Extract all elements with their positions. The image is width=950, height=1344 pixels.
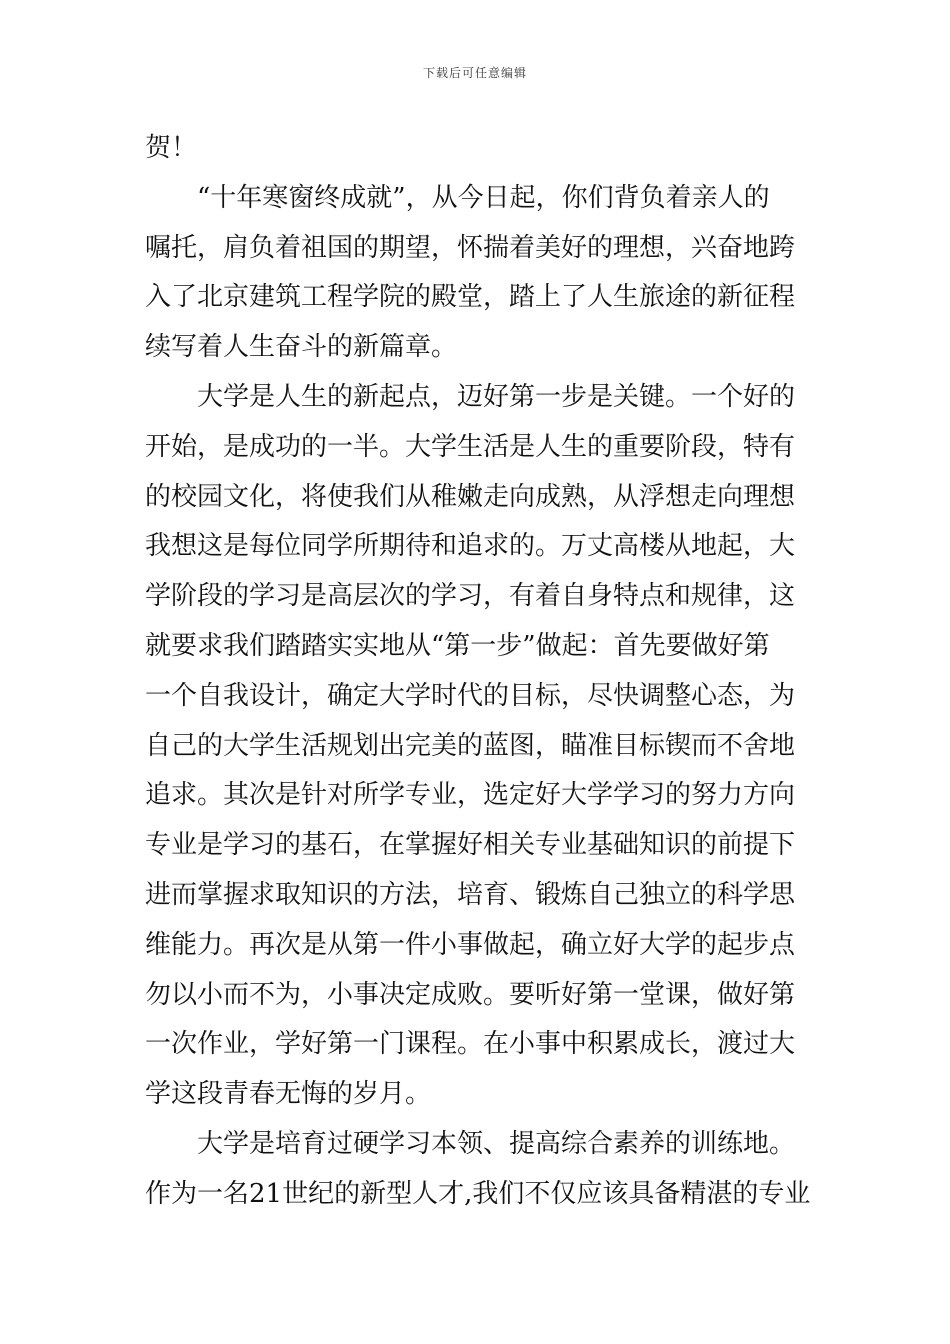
text-line: 入了北京建筑工程学院的殿堂，踏上了人生旅途的新征程	[145, 282, 796, 313]
text-line: 专业是学习的基石，在掌握好相关专业基础知识的前提下	[145, 830, 796, 861]
text-line: 学阶段的学习是高层次的学习，有着自身特点和规律，这	[145, 581, 796, 612]
document-body	[145, 124, 810, 1220]
text-line: 我想这是每位同学所期待和追求的。万丈高楼从地起，大	[145, 531, 796, 562]
paragraph-start-line: 大学是培育过硬学习本领、提高综合素养的训练地。	[197, 1128, 796, 1159]
paragraph-start-line: 大学是人生的新起点，迈好第一步是关键。一个好的	[197, 381, 796, 412]
text-line: 勿以小而不为，小事决定成败。要听好第一堂课，做好第	[145, 979, 796, 1010]
text-line: 一个自我设计，确定大学时代的目标，尽快调整心态，为	[145, 680, 796, 711]
text-line: 开始，是成功的一半。大学生活是人生的重要阶段，特有	[145, 431, 796, 462]
text-line: 嘱托，肩负着祖国的期望，怀揣着美好的理想，兴奋地跨	[145, 232, 796, 263]
text-line: 自己的大学生活规划出完美的蓝图，瞄准目标锲而不舍地	[145, 730, 796, 761]
page-header: 下载后可任意编辑	[422, 66, 527, 80]
text-line: 续写着人生奋斗的新篇章。	[145, 332, 458, 363]
paragraph-start-line: “十年寒窗终成就”，从今日起，你们背负着亲人的	[197, 182, 770, 213]
text-line: 维能力。再次是从第一件小事做起，确立好大学的起步点	[145, 929, 796, 960]
text-line: 作为一名21世纪的新型人才,我们不仅应该具备精湛的专业	[145, 1178, 810, 1209]
text-line: 一次作业，学好第一门课程。在小事中积累成长，渡过大	[145, 1029, 796, 1060]
text-line: 的校园文化，将使我们从稚嫩走向成熟，从浮想走向理想	[145, 481, 796, 512]
text-line: 追求。其次是针对所学专业，选定好大学学习的努力方向	[145, 780, 796, 811]
text-line: 学这段青春无悔的岁月。	[145, 1079, 432, 1110]
text-line: 进而掌握求取知识的方法，培育、锻炼自己独立的科学思	[145, 879, 796, 910]
text-line: 贺！	[145, 133, 198, 163]
text-line: 就要求我们踏踏实实地从“第一步”做起：首先要做好第	[145, 630, 770, 661]
